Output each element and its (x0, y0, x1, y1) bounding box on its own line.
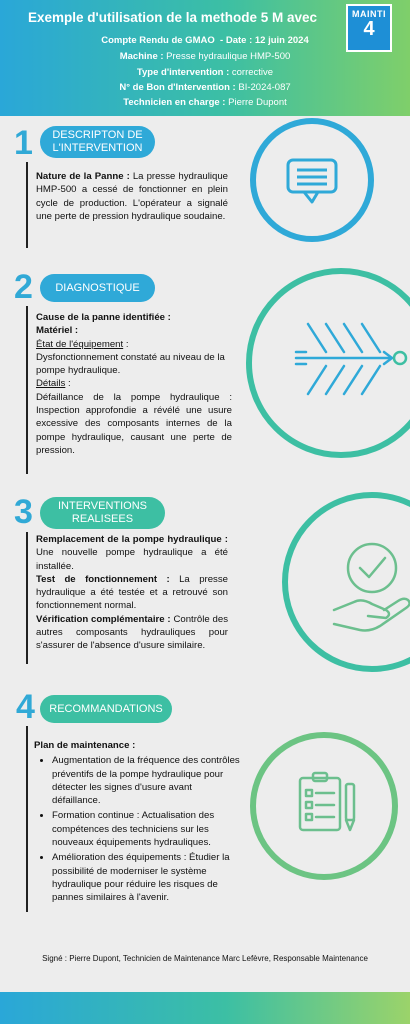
details-label: Détails (36, 378, 66, 390)
list-item: • Amélioration des équipements : Étudier la possibilité de moderniser le système hydraulique pour réduire les risques de pannes similaires à l'avenir. (52, 851, 240, 904)
signature: Signé : Pierre Dupont, Technicien de Maintenance Marc Lefèvre, Responsable Maintenance (42, 954, 368, 963)
cause-label: Cause de la panne identifiée : (36, 312, 171, 323)
section-3-icon-circle (282, 492, 410, 672)
logo-text: MAINTI (352, 9, 386, 19)
machine-label: Machine : (119, 51, 164, 62)
list-item: • Augmentation de la fréquence des contrôles préventifs de la pompe hydraulique pour détecter les signes d'usure avant défaillance. (52, 754, 240, 807)
hand-check-icon (288, 498, 410, 666)
bon-value: BI-2024-087 (238, 82, 291, 93)
nature-text: La presse hydraulique HMP-500 a cessé de fonctionner en plein cycle de production. L'opérateur a signalé une perte de pression hydraulique soudaine. (36, 171, 229, 222)
nature-label: Nature de la Panne : (36, 171, 130, 182)
details-text: Défaillance de la pompe hydraulique : Inspection approfondie a révélé une usure excessive des composants internes de la pompe hydraulique, causant une perte de pression. (36, 391, 232, 456)
section-number-3: 3 (14, 493, 33, 531)
intervention-3-text: Contrôle des autres composants hydrauliques pour s'assurer de l'absence d'usure similaire. (36, 613, 228, 652)
intervention-2-label: Test de fonctionnement : (36, 573, 170, 585)
fishbone-diagram-icon (252, 274, 410, 452)
section-number-4: 4 (16, 688, 35, 726)
section-divider-1 (26, 162, 28, 248)
section-divider-3 (26, 532, 28, 664)
section-number-1: 1 (14, 124, 33, 162)
report-label: Compte Rendu de GMAO (101, 35, 215, 46)
section-4-icon-circle (250, 732, 398, 880)
etat-label: État de l'équipement (36, 338, 124, 350)
section-title-1: DESCRIPTON DE L'INTERVENTION (40, 126, 155, 158)
machine-value: Presse hydraulique HMP-500 (166, 51, 291, 62)
section-3-body (36, 533, 228, 653)
intervention-2-text: La presse hydraulique a été testée et a retrouvé son fonctionnement normal. (36, 573, 228, 612)
recommendations-list (34, 754, 240, 904)
report-line (0, 35, 410, 46)
report-date: - Date : 12 juin 2024 (220, 35, 309, 46)
type-label: Type d'intervention : (136, 67, 230, 78)
intervention-3-label: Vérification complémentaire : (36, 613, 171, 625)
list-item: • Formation continue : Actualisation des compétences des techniciens sur les nouveaux équipements hydrauliques. (52, 809, 240, 849)
section-1-body (36, 170, 228, 223)
intervention-1-text: Une nouvelle pompe hydraulique a été installée. (36, 547, 228, 572)
tech-value: Pierre Dupont (228, 97, 287, 108)
section-4-body (34, 739, 240, 907)
bottom-banner (0, 992, 410, 1024)
type-value: corrective (231, 67, 274, 78)
chat-bubble-icon (256, 124, 368, 236)
checklist-pen-icon (256, 738, 392, 874)
section-2-icon-circle (246, 268, 410, 458)
etat-text: Dysfonctionnement constaté au niveau de la pompe hydraulique. (36, 351, 225, 377)
type-line (0, 67, 410, 78)
section-divider-4 (26, 726, 28, 912)
bon-label: N° de Bon d'Intervention : (119, 82, 236, 93)
intervention-1-label: Remplacement de la pompe hydraulique : (36, 534, 228, 545)
section-number-2: 2 (14, 268, 33, 306)
materiel-label: Matériel : (36, 325, 79, 337)
tech-label: Technicien en charge : (123, 97, 226, 108)
section-2-body: Cause de la panne identifiée : Matériel : État de l'équipement : Dysfonctionnement constaté au niveau de la pompe hydraulique. Détails : Défaillance de la pompe hydraulique : Inspection approfondie a révélé une usure excessive des composants internes de la pompe hydraulique, causant une perte de pression. (36, 312, 232, 456)
plan-label: Plan de maintenance : (34, 740, 136, 751)
section-title-2: DIAGNOSTIQUE (40, 274, 155, 302)
logo-number: 4 (363, 18, 375, 40)
section-title-4: RECOMMANDATIONS (40, 695, 172, 723)
section-title-3: INTERVENTIONS REALISEES (40, 497, 165, 529)
header-banner (0, 0, 410, 116)
section-1-icon-circle (250, 118, 374, 242)
section-divider-2 (26, 306, 28, 474)
page-title: Exemple d'utilisation de la methode 5 M avec (28, 10, 318, 25)
machine-line (0, 51, 410, 62)
bon-line (0, 82, 410, 93)
tech-line (0, 97, 410, 108)
